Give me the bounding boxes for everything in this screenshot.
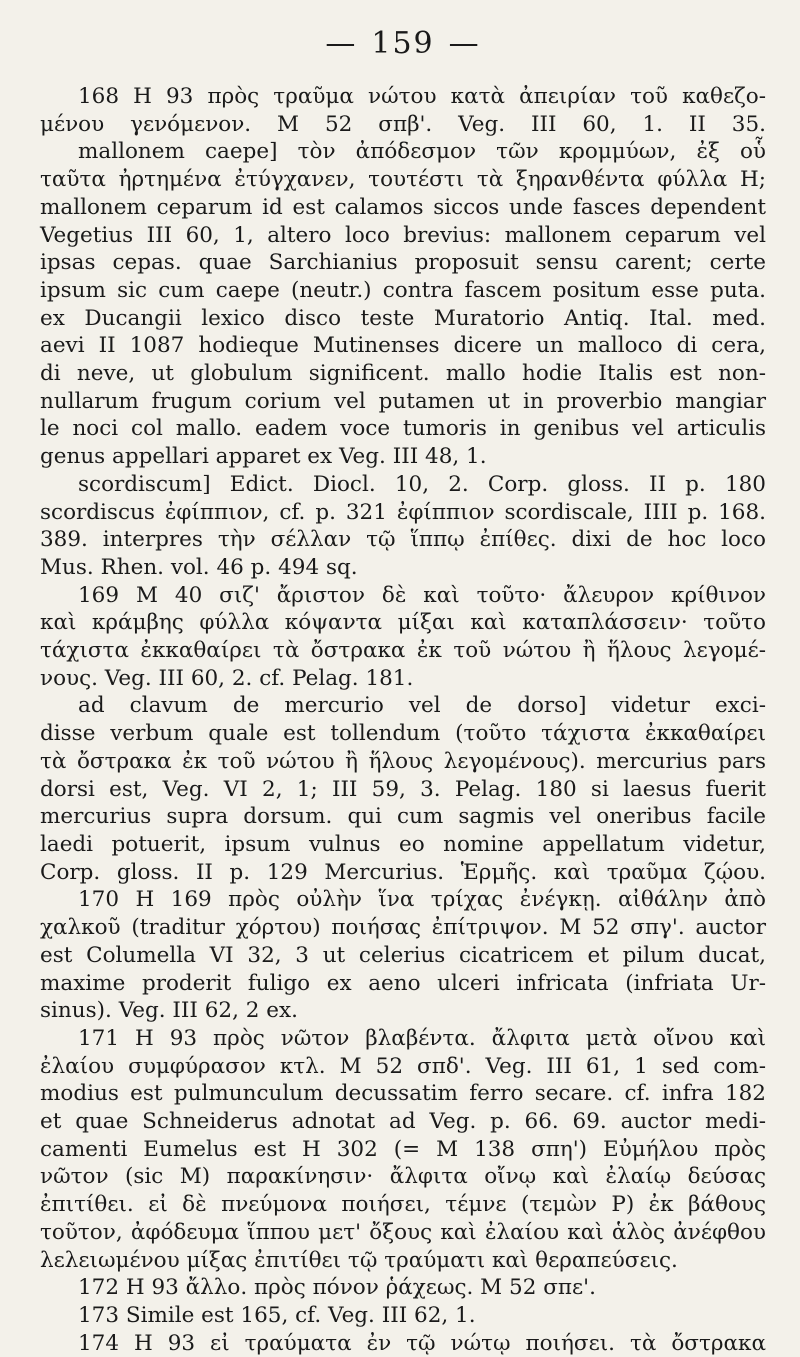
text-line: νους. Veg. III 60, 2. cf. Pelag. 181. bbox=[40, 665, 414, 691]
text-line: 173 Simile est 165, cf. Veg. III 62, 1. bbox=[78, 1302, 476, 1328]
header-dash-right: — bbox=[448, 26, 481, 61]
text-line: ad clavum de mercurio vel de dorso] videtur exci- bbox=[78, 693, 766, 719]
text-line: ipsum sic cum caepe (neutr.) contra fascem positum esse puta. bbox=[40, 277, 766, 303]
text-line: Mus. Rhen. vol. 46 p. 494 sq. bbox=[40, 554, 358, 580]
text-line: mallonem ceparum id est calamos siccos unde fasces dependent bbox=[40, 194, 766, 220]
text-line: Corp. gloss. II p. 129 Mercurius. Ἑρμῆς. καὶ τραῦμα ζῴου. bbox=[40, 859, 766, 885]
text-line: di neve, ut globulum significent. mallo hodie Italis est non- bbox=[40, 361, 766, 387]
text-line: τοῦτον, ἀφόδευμα ἵππου μετ' ὄξους καὶ ἐλαίου καὶ ἁλὸς ἀνέφθου bbox=[40, 1219, 766, 1245]
text-line: mercurius supra dorsum. qui cum sagmis vel oneribus facile bbox=[40, 804, 766, 830]
text-line: 170 Η 169 πρὸς οὐλὴν ἵνα τρίχας ἐνέγκῃ. αἰθάλην ἀπὸ bbox=[78, 887, 766, 913]
text-line: scordiscus ἐφίππιον, cf. p. 321 ἐφίππιον scordiscale, IIII p. 168. bbox=[40, 499, 766, 525]
text-line: aevi II 1087 hodieque Mutinenses dicere un malloco di cera, bbox=[40, 333, 766, 359]
text-line: 172 Η 93 ἄλλο. πρὸς πόνον ῥάχεως. Μ 52 σπε'. bbox=[78, 1275, 596, 1301]
text-line: disse verbum quale est tollendum (τοῦτο τάχιστα ἐκκαθαίρει bbox=[40, 721, 766, 747]
text-line: χαλκοῦ (traditur χόρτου) ποιήσας ἐπίτριψον. Μ 52 σπγ'. auctor bbox=[40, 915, 766, 941]
text-line: τὰ ὄστρακα ἐκ τοῦ νώτου ἢ ἥλους λεγομένους). mercurius pars bbox=[40, 748, 766, 774]
text-line: τάχιστα ἐκκαθαίρει τὰ ὄστρακα ἐκ τοῦ νώτου ἢ ἥλους λεγομέ- bbox=[40, 638, 766, 664]
text-line: μένου γενόμενον. Μ 52 σπβ'. Veg. III 60, 1. II 35. bbox=[40, 111, 766, 137]
text-line: Vegetius III 60, 1, altero loco brevius: mallonem ceparum vel bbox=[40, 222, 766, 248]
text-line: ἐλαίου συμφύρασον κτλ. Μ 52 σπδ'. Veg. III 61, 1 sed com- bbox=[40, 1053, 766, 1079]
text-line: καὶ κράμβης φύλλα κόψαντα μίξαι καὶ καταπλάσσειν· τοῦτο bbox=[40, 610, 766, 636]
text-body bbox=[40, 83, 766, 1357]
text-line: et quae Schneiderus adnotat ad Veg. p. 66. 69. auctor medi- bbox=[40, 1109, 766, 1135]
page-number: 159 bbox=[371, 26, 435, 61]
text-line: est Columella VI 32, 3 ut celerius cicatricem et pilum ducat, bbox=[40, 942, 766, 968]
text-line: nullarum frugum corium vel putamen ut in proverbio mangiar bbox=[40, 388, 766, 414]
text-line: sinus). Veg. III 62, 2 ex. bbox=[40, 998, 298, 1024]
text-line: maxime proderit fuligo ex aeno ulceri infricata (infriata Ur- bbox=[40, 970, 766, 996]
text-line: modius est pulmunculum decussatim ferro secare. cf. infra 182 bbox=[40, 1081, 766, 1107]
text-line: ἐπιτίθει. εἰ δὲ πνεύμονα ποιήσει, τέμνε (τεμὼν Ρ) ἐκ βάθους bbox=[40, 1192, 766, 1218]
text-line: ex Ducangii lexico disco teste Muratorio Antiq. Ital. med. bbox=[40, 305, 766, 331]
text-line: λελειωμένου μίξας ἐπιτίθει τῷ τραύματι καὶ θεραπεύσεις. bbox=[40, 1247, 678, 1273]
text-line: 168 Η 93 πρὸς τραῦμα νώτου κατὰ ἀπειρίαν τοῦ καθεζο- bbox=[78, 84, 766, 109]
text-line: 174 Η 93 εἰ τραύματα ἐν τῷ νώτῳ ποιήσει. τὰ ὄστρακα bbox=[78, 1330, 766, 1356]
text-line: genus appellari apparet ex Veg. III 48, 1. bbox=[40, 444, 487, 470]
text-line: 389. interpres τὴν σέλλαν τῷ ἵππῳ ἐπίθες. dixi de hoc loco bbox=[40, 527, 766, 553]
header-dash-left: — bbox=[325, 26, 358, 61]
text-line: 171 Η 93 πρὸς νῶτον βλαβέντα. ἄλφιτα μετὰ οἴνου καὶ bbox=[78, 1025, 766, 1051]
text-line: dorsi est, Veg. VI 2, 1; III 59, 3. Pelag. 180 si laesus fuerit bbox=[40, 776, 766, 802]
text-line: mallonem caepe] τὸν ἀπόδεσμον τῶν κρομμύων, ἐξ οὗ bbox=[78, 139, 766, 165]
text-line: νῶτον (sic Μ) παρακίνησιν· ἄλφιτα οἴνῳ καὶ ἐλαίῳ δεύσας bbox=[40, 1164, 766, 1190]
page-header bbox=[40, 26, 766, 61]
text-line: 169 Μ 40 σιζ' ἄριστον δὲ καὶ τοῦτο· ἄλευρον κρίθινον bbox=[78, 582, 766, 608]
text-line: scordiscum] Edict. Diocl. 10, 2. Corp. gloss. II p. 180 bbox=[78, 471, 766, 497]
text-line: ipsas cepas. quae Sarchianius proposuit sensu carent; certe bbox=[40, 250, 766, 276]
text-line: laedi potuerit, ipsum vulnus eo nomine appellatum videtur, bbox=[40, 831, 766, 857]
text-line: ταῦτα ἠρτημένα ἐτύγχανεν, τουτέστι τὰ ξηρανθέντα φύλλα Η; bbox=[40, 167, 766, 193]
text-line: le noci col mallo. eadem voce tumoris in genibus vel articulis bbox=[40, 416, 766, 442]
text-line: camenti Eumelus est Η 302 (= Μ 138 σπη') Εὐμήλου πρὸς bbox=[40, 1136, 766, 1162]
